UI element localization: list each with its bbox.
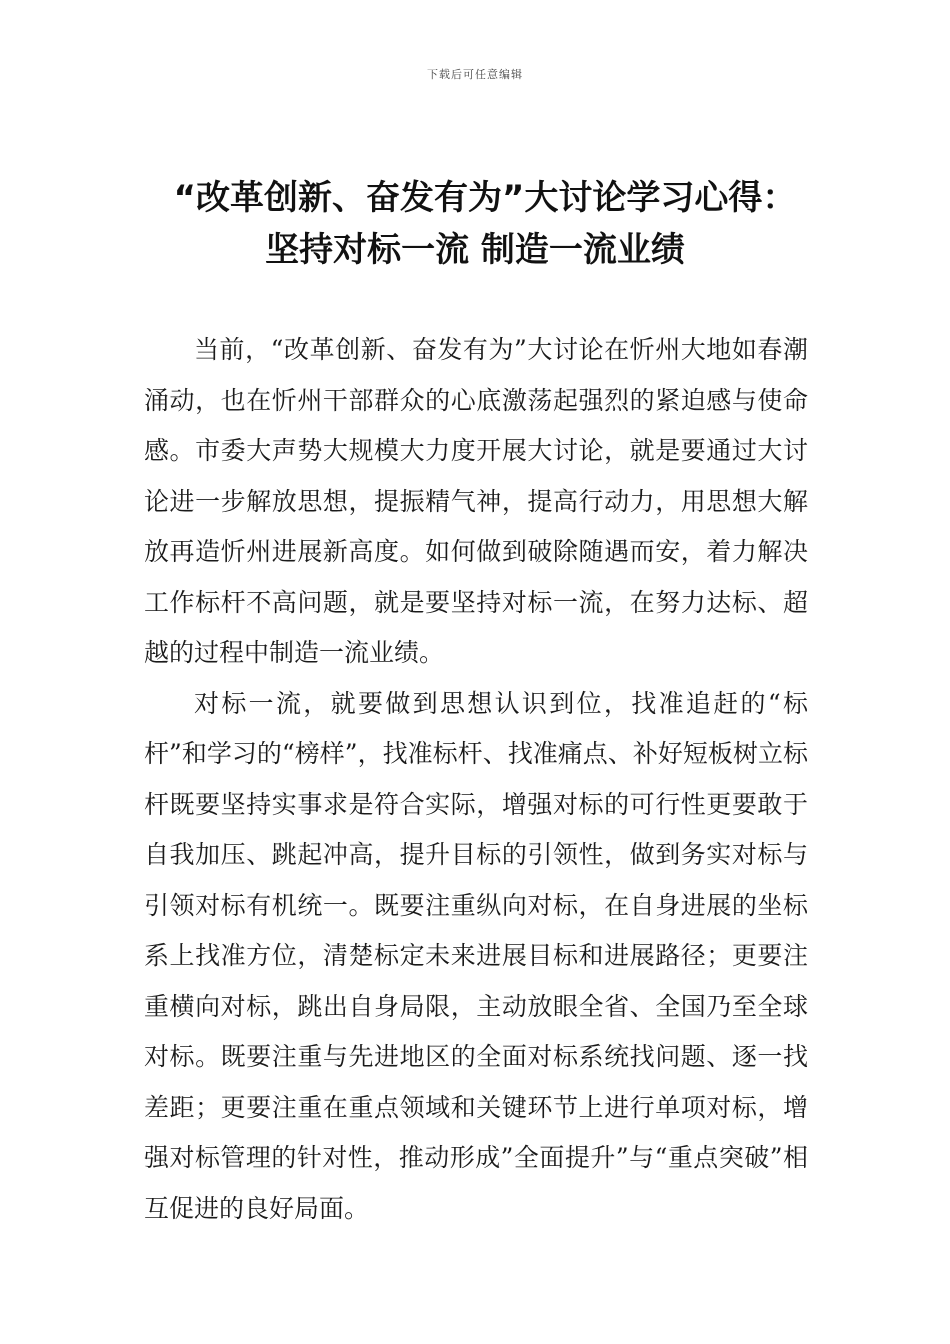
document-title-line-1: “改革创新、奋发有为”大讨论学习心得： bbox=[173, 178, 797, 218]
header-note: 下载后可任意编辑 bbox=[427, 68, 523, 81]
body-paragraph-1: 当前，“改革创新、奋发有为”大讨论在忻州大地如春潮涌动，也在忻州干部群众的心底激荡起强烈的紧迫感与使命感。市委大声势大规模大力度开展大讨论，就是要通过大讨论进一步解放思想，提振精气神，提高行动力，用思想大解放再造忻州进展新高度。如何做到破除随遇而安，着力解决工作标杆不高问题，就是要坚持对标一流，在努力达标、超越的过程中制造一流业绩。 bbox=[144, 335, 808, 667]
document-title-line-2: 坚持对标一流 制造一流业绩 bbox=[265, 230, 685, 270]
body-paragraph-2: 对标一流，就要做到思想认识到位，找准追赶的“标杆”和学习的“榜样”，找准标杆、找准痛点、补好短板树立标杆既要坚持实事求是符合实际，增强对标的可行性更要敢于自我加压、跳起冲高，提升目标的引领性，做到务实对标与引领对标有机统一。既要注重纵向对标，在自身进展的坐标系上找准方位，清楚标定未来进展目标和进展路径；更要注重横向对标，跳出自身局限，主动放眼全省、全国乃至全球对标。既要注重与先进地区的全面对标系统找问题、逐一找差距；更要注重在重点领域和关键环节上进行单项对标，增强对标管理的针对性，推动形成”全面提升”与“重点突破”相互促进的良好局面。 bbox=[144, 688, 808, 1223]
document-body bbox=[144, 325, 808, 1234]
